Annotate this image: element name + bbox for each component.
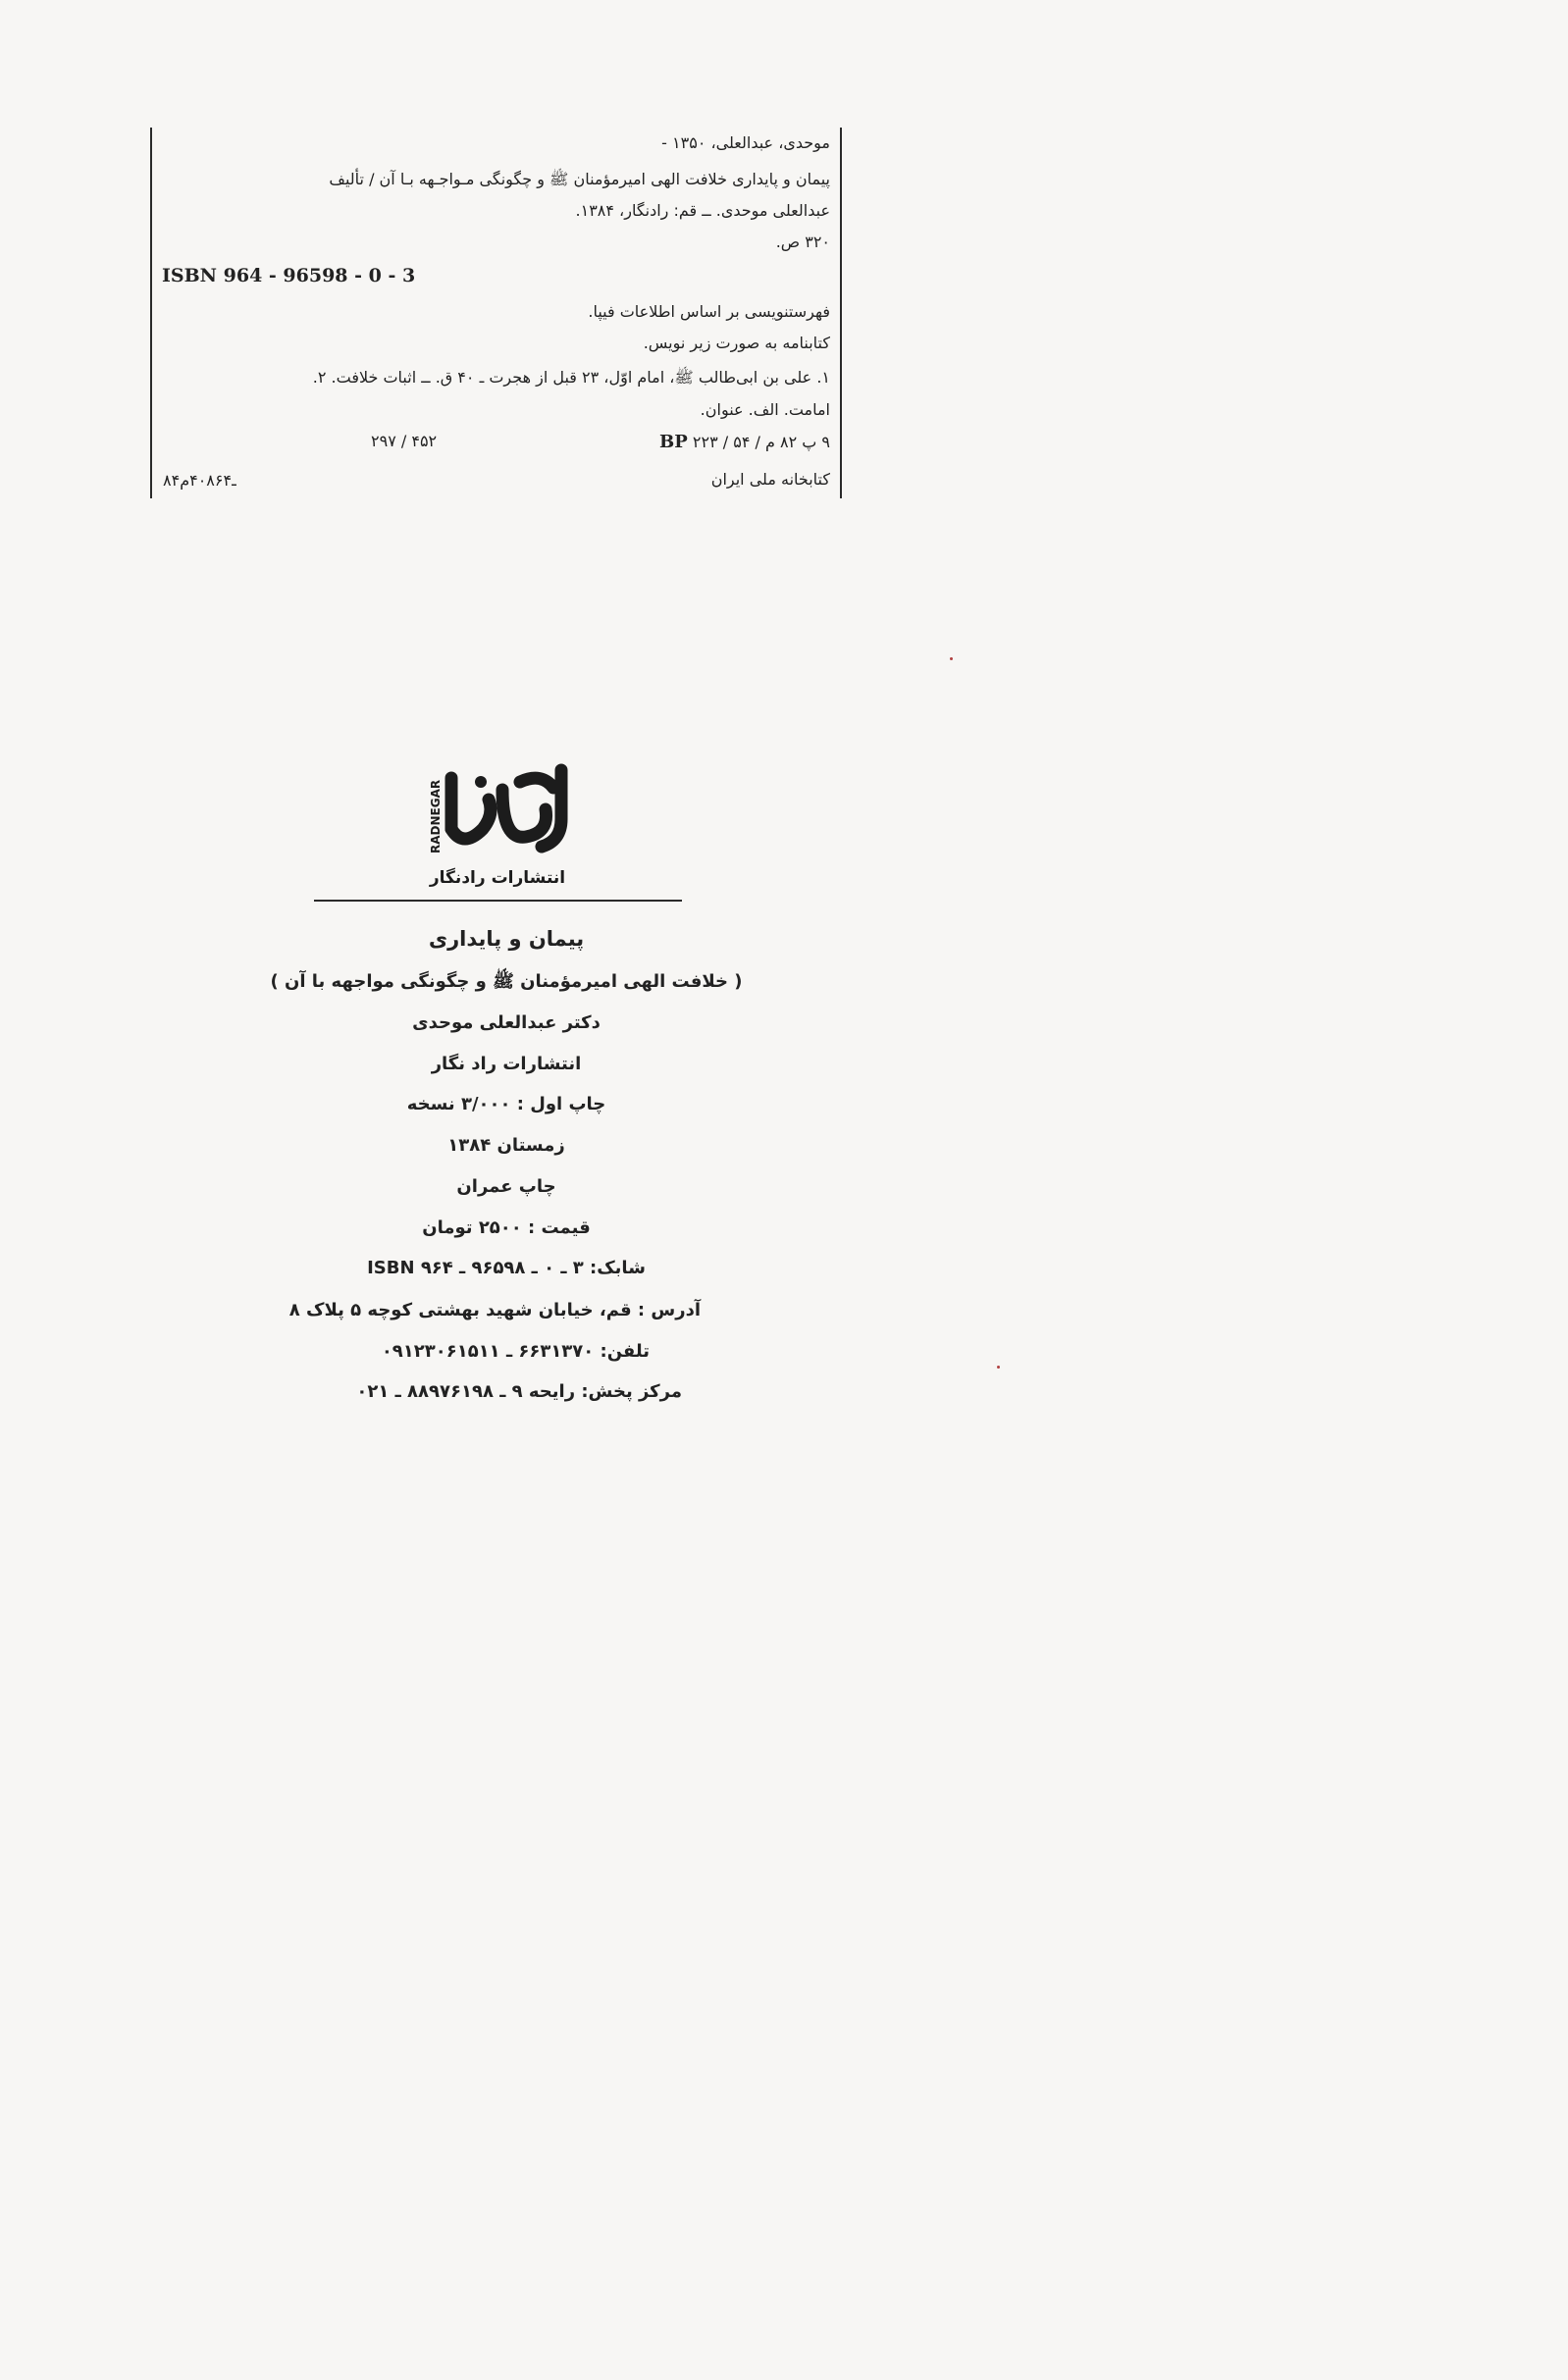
logo-latin-text: RADNEGAR [429, 779, 443, 854]
book-shabak: شابک: ۳ ـ ۰ ـ ۹۶۵۹۸ ـ ۹۶۴ ISBN [367, 1258, 646, 1278]
cip-title-line-1: پیمان و پایداری خلافت الهی امیرمؤمنان ﷺ و چگونگی مـواجـهه بـا آن / تألیف [329, 170, 830, 188]
book-publisher: انتشارات راد نگار [431, 1054, 582, 1074]
cip-lc-classification [659, 432, 830, 452]
book-date: زمستان ۱۳۸۴ [447, 1135, 565, 1156]
cip-national-library-number: ۸۴ـ۴۰۸۶۴م [163, 471, 236, 490]
cip-author: موحدی، عبدالعلی، ۱۳۵۰ - [661, 133, 830, 152]
cip-subjects-line-1: ۱. علی بن ابی‌طالب ﷺ، امام اوّل، ۲۳ قبل از هجرت ـ ۴۰ ق. ــ اثبات خلافت. ۲. [312, 368, 830, 387]
cip-isbn: ISBN 964 - 96598 - 0 - 3 [162, 265, 416, 286]
book-printer: چاپ عمران [456, 1176, 556, 1197]
book-price: قیمت : ۲۵۰۰ تومان [422, 1217, 591, 1238]
paper-speck [997, 1366, 1000, 1369]
logo-persian-text: انتشارات رادنگار [429, 868, 566, 888]
book-author: دکتر عبدالعلی موحدی [412, 1012, 601, 1033]
book-subtitle: ( خلافت الهی امیرمؤمنان ﷺ و چگونگی مواجهه با آن ) [270, 971, 743, 992]
divider-line [314, 900, 682, 902]
cip-national-library: کتابخانه ملی ایران [710, 470, 830, 489]
cip-bibliography-note: کتابنامه به صورت زیر نویس. [643, 334, 830, 352]
cip-fipa-note: فهرستنویسی بر اساس اطلاعات فیپا. [588, 302, 830, 321]
radnegar-logo-icon [404, 760, 591, 893]
cip-lc-prefix: ۹ پ ۸۲ م / ۵۴ / ۲۲۳ [692, 433, 830, 451]
publisher-phone: تلفن: ۶۶۳۱۳۷۰ ـ ۰۹۱۲۳۰۶۱۵۱۱ [381, 1341, 650, 1362]
cip-pages: ۳۲۰ ص. [775, 233, 830, 251]
cip-title-line-2: عبدالعلی موحدی. ــ قم: رادنگار، ۱۳۸۴. [575, 201, 830, 220]
book-edition: چاپ اول : ۳/۰۰۰ نسخه [406, 1094, 606, 1114]
cip-lc-code: BP [659, 432, 688, 452]
distribution-center: مرکز پخش: رایحه ۹ ـ ۸۸۹۷۶۱۹۸ ـ ۰۲۱ [356, 1381, 682, 1402]
publisher-address: آدرس : قم، خیابان شهید بهشتی کوچه ۵ پلاک ۸ [288, 1300, 701, 1320]
cip-subjects-line-2: امامت. الف. عنوان. [700, 400, 830, 419]
cip-dewey: ۲۹۷ / ۴۵۲ [371, 432, 438, 450]
paper-speck [950, 657, 953, 660]
book-title: پیمان و پایداری [428, 927, 585, 951]
